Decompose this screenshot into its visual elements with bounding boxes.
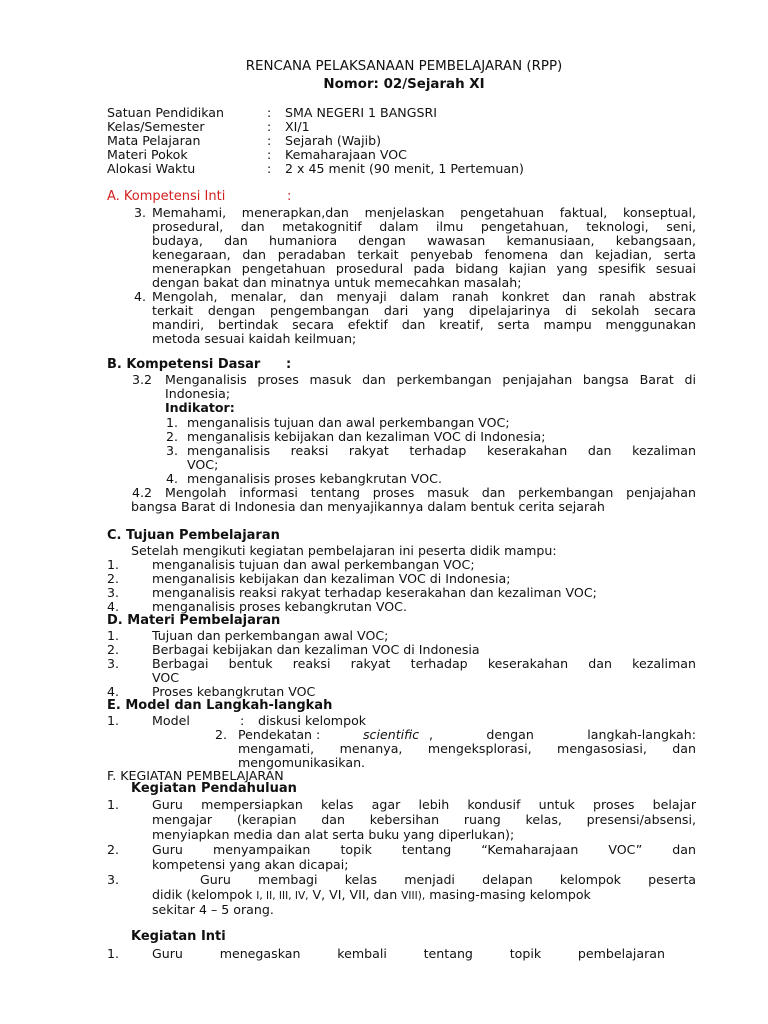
list-item-text: kenegaraan, dan peradaban terkait penyebab fenomena dan kejadian, serta [152, 247, 696, 262]
list-item-text: V, VI, VII, dan [312, 887, 398, 902]
model-label: Model [152, 713, 190, 728]
roman-numerals: VIII), [401, 890, 426, 902]
list-item-text: menganalisis tujuan dan awal perkembangan VOC; [187, 415, 510, 430]
subheading-pendahuluan: Kegiatan Pendahuluan [131, 781, 297, 796]
subheading-inti: Kegiatan Inti [131, 929, 226, 944]
list-number: 1. [107, 713, 120, 728]
roman-numerals: I, II, III, IV, [256, 890, 309, 902]
section-heading-ki: A. Kompetensi Inti [107, 189, 226, 204]
document-subtitle: Nomor: 02/Sejarah XI [323, 77, 485, 92]
list-item-text: menyiapkan media dan alat serta buku yang diperlukan); [152, 827, 515, 842]
section-heading-tujuan: C. Tujuan Pembelajaran [107, 528, 280, 543]
list-number: 1. [107, 628, 120, 643]
list-item-text: VOC [152, 670, 180, 685]
intro-text: Setelah mengikuti kegiatan pembelajaran ini peserta didik mampu: [131, 543, 557, 558]
identity-label: Materi Pokok [107, 147, 188, 162]
list-number: 3. [165, 443, 178, 458]
approach-label: Pendekatan : [238, 727, 321, 742]
list-number: 4. [133, 289, 146, 304]
identity-label: Alokasi Waktu [107, 161, 196, 176]
list-number: 2. [107, 642, 120, 657]
list-item-text: VOC; [187, 457, 219, 472]
list-item-text: Menganalisis proses masuk dan perkembangan penjajahan bangsa Barat di [165, 372, 696, 387]
list-number: 2. [107, 571, 120, 586]
list-item-text: Berbagai bentuk reaksi rakyat terhadap keserakahan dan kezaliman [152, 656, 696, 671]
document-title: RENCANA PELAKSANAAN PEMBELAJARAN (RPP) [245, 59, 563, 74]
identity-colon: : [267, 147, 272, 162]
list-item-text: menerapkan pengetahuan prosedural pada bidang kajian yang spesifik sesuai [152, 261, 696, 276]
list-item-text: mandiri, bertindak secara efektif dan kreatif, serta mampu menggunakan [152, 317, 696, 332]
approach-text: mengamati, menanya, mengeksplorasi, mengasosiasi, dan [238, 741, 696, 756]
approach-text: mengomunikasikan. [238, 755, 366, 770]
list-item-text: bangsa Barat di Indonesia dan menyajikannya dalam bentuk cerita sejarah [131, 499, 605, 514]
list-item-text: didik (kelompok [152, 887, 253, 902]
list-item-text: Tujuan dan perkembangan awal VOC; [152, 628, 389, 643]
list-number: 2. [165, 429, 178, 444]
list-number: 4. [107, 599, 120, 614]
section-heading-model: E. Model dan Langkah-langkah [107, 698, 333, 713]
list-item-text: Proses kebangkrutan VOC [152, 684, 316, 699]
list-item-text: Mengolah, menalar, dan menyaji dalam ranah konkret dan ranah abstrak [152, 289, 696, 304]
list-item-text: sekitar 4 – 5 orang. [152, 902, 274, 917]
list-item-text: menganalisis reaksi rakyat terhadap keserakahan dan kezaliman [187, 443, 696, 458]
list-number: 2. [215, 727, 228, 742]
model-colon: : [240, 713, 245, 728]
list-number: 2. [107, 842, 120, 857]
list-item-text: terkait dengan pengembangan dari yang dipelajarinya di sekolah secara [152, 303, 696, 318]
identity-label: Satuan Pendidikan [107, 105, 224, 120]
identity-value: 2 x 45 menit (90 menit, 1 Pertemuan) [285, 161, 524, 176]
identity-value: Sejarah (Wajib) [285, 133, 382, 148]
section-heading-colon: : [287, 189, 292, 204]
list-number: 3. [107, 585, 120, 600]
identity-label: Kelas/Semester [107, 119, 205, 134]
list-item-text: menganalisis reaksi rakyat terhadap keserakahan dan kezaliman VOC; [152, 585, 597, 600]
list-number: 3. [107, 656, 120, 671]
section-heading-kegiatan: F. KEGIATAN PEMBELAJARAN [107, 768, 284, 783]
list-item-text: metoda sesuai kaidah keilmuan; [152, 331, 357, 346]
list-number: 4.2 [131, 485, 152, 500]
identity-colon: : [267, 161, 272, 176]
list-item-text: Mengolah informasi tentang proses masuk dan perkembangan penjajahan [165, 485, 696, 500]
list-item-text [152, 888, 591, 903]
identity-colon: : [267, 133, 272, 148]
list-item-text: prosedural, dan metakognitif dalam ilmu pengetahuan, teknologi, seni, [152, 219, 696, 234]
list-item-text: menganalisis tujuan dan awal perkembangan VOC; [152, 557, 475, 572]
list-item-text: Indonesia; [165, 386, 231, 401]
identity-value: SMA NEGERI 1 BANGSRI [285, 105, 437, 120]
list-item-text: Guru membagi kelas menjadi delapan kelompok peserta [200, 872, 696, 887]
list-number: 3. [107, 872, 120, 887]
list-item-text: Guru menyampaikan topik tentang “Kemaharajaan VOC” dan [152, 842, 696, 857]
list-item-text: Memahami, menerapkan,dan menjelaskan pengetahuan faktual, konseptual, [152, 205, 696, 220]
list-item-text: mengajar (kerapian dan kebersihan ruang kelas, presensi/absensi, [152, 812, 696, 827]
list-item-text: Guru menegaskan kembali tentang topik pembelajaran [152, 946, 665, 961]
list-item-text: menganalisis kebijakan dan kezaliman VOC di Indonesia; [187, 429, 546, 444]
list-number: 4. [107, 684, 120, 699]
list-number: 1. [107, 797, 120, 812]
list-number: 4. [165, 471, 178, 486]
model-value: diskusi kelompok [258, 713, 367, 728]
list-number: 3. [133, 205, 146, 220]
list-item-text: menganalisis proses kebangkrutan VOC. [187, 471, 442, 486]
indikator-label: Indikator: [165, 400, 235, 415]
list-item-text: masing-masing kelompok [429, 887, 591, 902]
list-item-text: Berbagai kebijakan dan kezaliman VOC di Indonesia [152, 642, 480, 657]
identity-colon: : [267, 105, 272, 120]
list-number: 1. [165, 415, 178, 430]
section-heading-kd: B. Kompetensi Dasar [107, 357, 261, 372]
list-item-text: menganalisis kebijakan dan kezaliman VOC di Indonesia; [152, 571, 511, 586]
identity-colon: : [267, 119, 272, 134]
list-number: 1. [107, 946, 120, 961]
list-item-text: Guru mempersiapkan kelas agar lebih kondusif untuk proses belajar [152, 797, 696, 812]
list-number: 3.2 [131, 372, 152, 387]
identity-value: Kemaharajaan VOC [285, 147, 407, 162]
list-item-text: dengan bakat dan minatnya untuk memecahkan masalah; [152, 275, 522, 290]
identity-label: Mata Pelajaran [107, 133, 201, 148]
section-heading-materi: D. Materi Pembelajaran [107, 613, 281, 628]
approach-scientific: scientific [363, 727, 420, 742]
list-item-text: menganalisis proses kebangkrutan VOC. [152, 599, 407, 614]
identity-value: XI/1 [285, 119, 310, 134]
approach-text: , dengan langkah-langkah: [429, 727, 696, 742]
section-heading-colon: : [286, 357, 292, 372]
list-item-text: budaya, dan humaniora dengan wawasan kemanusiaan, kebangsaan, [152, 233, 696, 248]
list-item-text: kompetensi yang akan dicapai; [152, 857, 349, 872]
list-number: 1. [107, 557, 120, 572]
